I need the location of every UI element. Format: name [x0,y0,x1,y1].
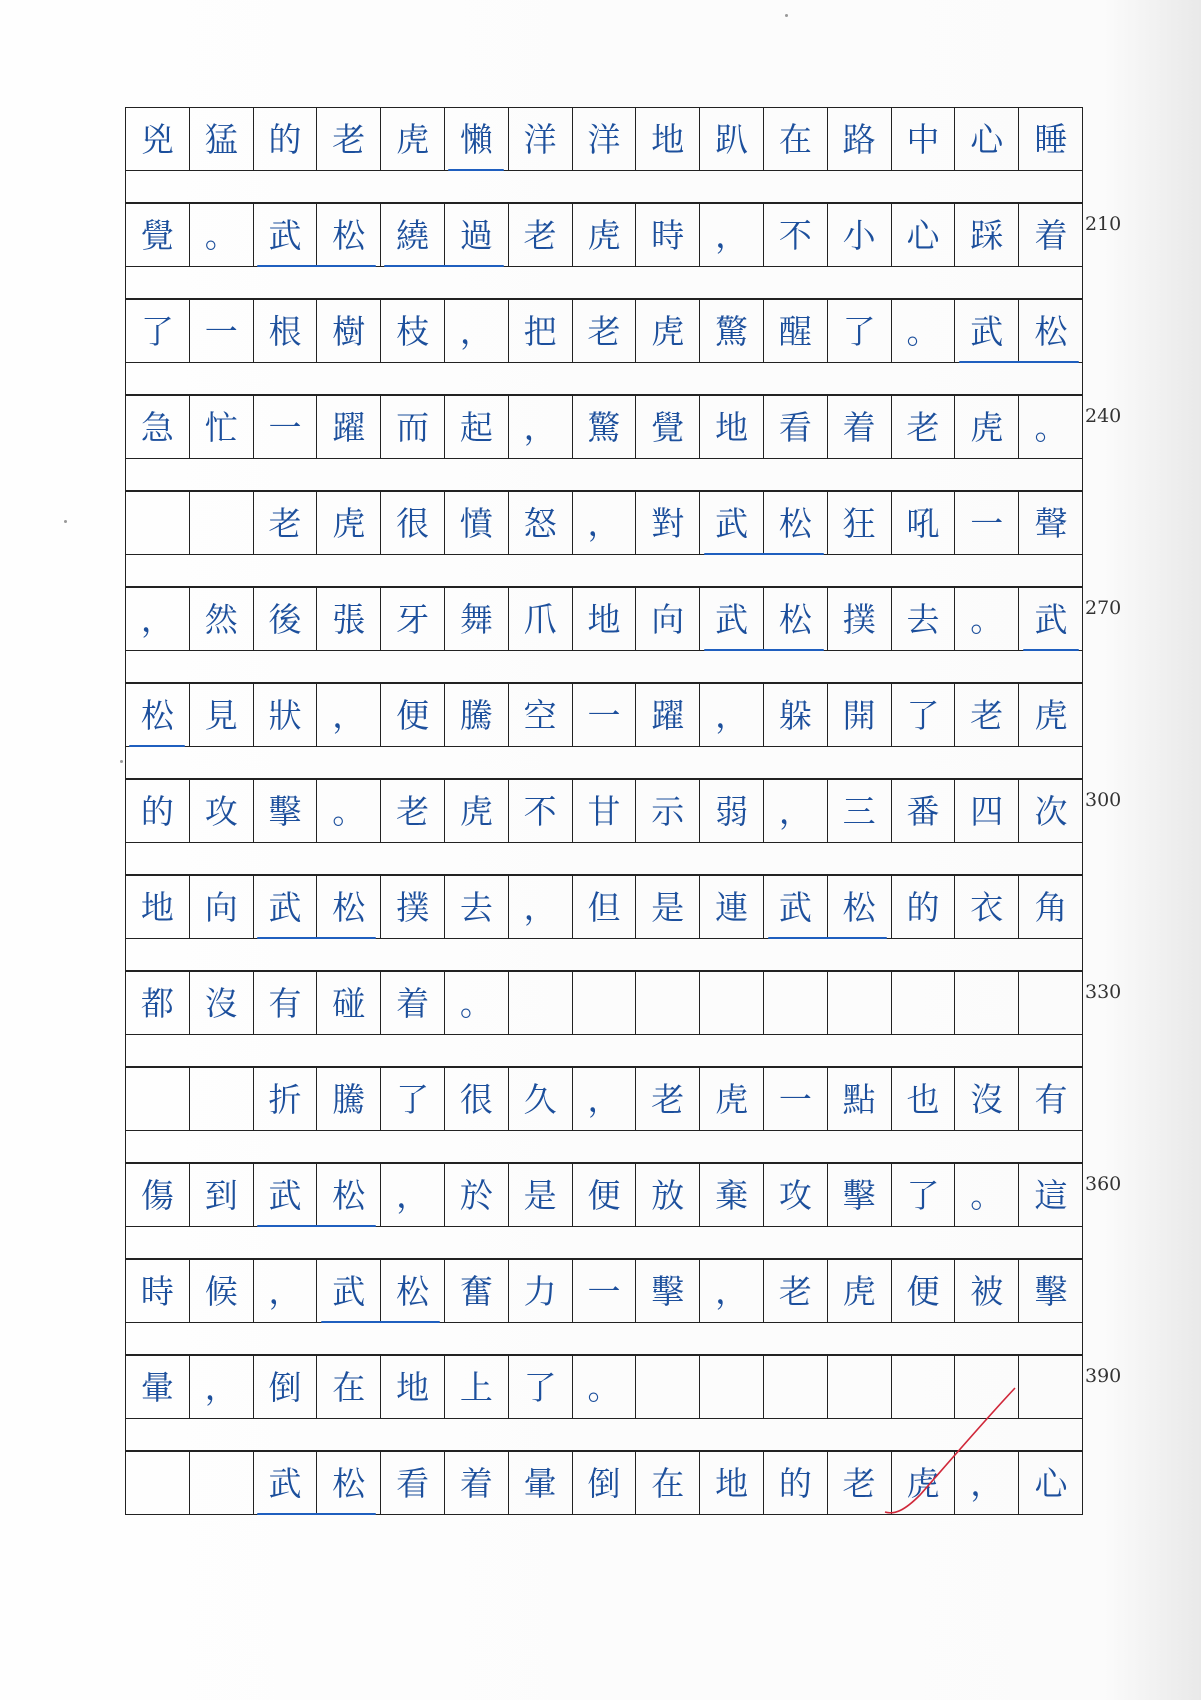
character-band [125,1355,1083,1419]
character-cell: ， [254,1260,318,1322]
character-cell: 上 [445,1356,509,1418]
character-cell: 了 [892,1164,956,1226]
character-cell: 擊 [828,1164,892,1226]
character-cell: 碰 [317,972,381,1034]
character-cell: ， [700,1260,764,1322]
paper-speck [64,520,67,523]
character-cell: 把 [509,300,573,362]
character-cell: 路 [828,108,892,170]
character-cell: 示 [636,780,700,842]
character-cell: 看 [764,396,828,458]
character-cell: 踩 [955,204,1019,266]
character-cell: 空 [509,684,573,746]
character-cell: 忙 [190,396,254,458]
character-cell: 。 [955,1164,1019,1226]
character-cell [828,972,892,1034]
character-cell: 點 [828,1068,892,1130]
character-cell: 一 [764,1068,828,1130]
row-spacer [125,1227,1083,1259]
character-band [125,875,1083,939]
character-cell: 一 [573,684,637,746]
character-cell: 松 [381,1260,445,1322]
row-spacer [125,1419,1083,1451]
character-cell: 松 [764,588,828,650]
character-cell: 老 [317,108,381,170]
character-cell: 虎 [317,492,381,554]
character-cell: 攻 [764,1164,828,1226]
character-cell: 武 [764,876,828,938]
character-cell: ， [126,588,190,650]
character-cell: 松 [828,876,892,938]
character-cell: 的 [126,780,190,842]
manuscript-row [125,299,1083,395]
character-cell: 松 [317,204,381,266]
row-spacer [125,555,1083,587]
character-cell: 沒 [190,972,254,1034]
character-cell: 武 [254,1164,318,1226]
character-band [125,491,1083,555]
character-cell: 着 [445,1452,509,1514]
name-underline [129,745,185,747]
character-cell: 武 [700,492,764,554]
name-underline [1023,649,1079,651]
character-cell: 地 [636,108,700,170]
character-cell: 在 [764,108,828,170]
paper-speck [120,760,123,763]
character-cell: 對 [636,492,700,554]
character-cell: 撲 [381,876,445,938]
character-cell: 一 [955,492,1019,554]
character-cell: 攻 [190,780,254,842]
character-cell: 虎 [636,300,700,362]
character-cell: 撲 [828,588,892,650]
character-cell: 角 [1034,887,1068,927]
row-spacer [125,747,1083,779]
character-band [125,779,1083,843]
character-cell [573,972,637,1034]
name-underline [257,265,377,267]
character-cell: ， [509,396,573,458]
name-underline [321,1321,441,1323]
character-cell: 狂 [828,492,892,554]
character-cell: 騰 [317,1068,381,1130]
character-cell: 着 [828,396,892,458]
character-cell: 躲 [764,684,828,746]
character-cell: ， [445,300,509,362]
character-cell: 。 [1034,407,1068,447]
character-cell: 有 [1034,1079,1068,1119]
character-cell: 去 [892,588,956,650]
character-cell: 是 [636,876,700,938]
character-cell: 狀 [254,684,318,746]
manuscript-row [125,587,1083,683]
name-underline [959,361,1079,363]
character-cell: 傷 [126,1164,190,1226]
character-cell: 不 [509,780,573,842]
character-count-label: 360 [1085,1173,1122,1195]
character-cell: 老 [509,204,573,266]
character-cell: 武 [1034,599,1068,639]
character-cell: 躍 [317,396,381,458]
character-band [125,971,1083,1035]
character-cell: 牙 [381,588,445,650]
manuscript-row [125,1451,1083,1547]
character-cell [1019,1356,1083,1418]
character-cell: 懶 [445,108,509,170]
character-cell: 了 [126,300,190,362]
character-cell: 松 [317,876,381,938]
character-cell: 而 [381,396,445,458]
character-cell: 張 [317,588,381,650]
character-cell: 不 [764,204,828,266]
character-cell: 四 [955,780,1019,842]
character-cell: 奮 [445,1260,509,1322]
character-cell: 躍 [636,684,700,746]
character-cell [700,972,764,1034]
row-spacer [125,267,1083,299]
row-spacer [125,1035,1083,1067]
character-cell: 但 [573,876,637,938]
character-band [125,683,1083,747]
character-cell: 松 [764,492,828,554]
character-cell [190,1068,254,1130]
character-cell [892,972,956,1034]
character-cell: 地 [700,396,764,458]
character-cell: 了 [381,1068,445,1130]
character-cell: 趴 [700,108,764,170]
character-cell: 。 [955,588,1019,650]
character-cell [700,1356,764,1418]
character-cell: 一 [190,300,254,362]
name-underline [448,169,504,171]
character-cell: 老 [828,1452,892,1514]
character-cell: 暈 [126,1356,190,1418]
character-band [125,587,1083,651]
manuscript-row [125,491,1083,587]
character-cell: 舞 [445,588,509,650]
character-cell: 中 [892,108,956,170]
character-cell [190,492,254,554]
character-cell: 棄 [700,1164,764,1226]
character-cell: 爪 [509,588,573,650]
character-band [125,107,1083,171]
character-cell: 連 [700,876,764,938]
name-underline [704,649,824,651]
name-underline [257,1225,377,1227]
name-underline [768,937,888,939]
character-cell: 虎 [445,780,509,842]
character-cell: 聲 [1034,503,1068,543]
character-cell: 有 [254,972,318,1034]
character-count-label: 210 [1085,213,1122,235]
character-band [125,299,1083,363]
character-cell: 便 [573,1164,637,1226]
character-band [125,1163,1083,1227]
character-cell: 着 [381,972,445,1034]
character-cell: 驚 [700,300,764,362]
character-cell: ， [317,684,381,746]
character-cell: 折 [254,1068,318,1130]
character-cell: ， [573,1068,637,1130]
character-cell: 。 [445,972,509,1034]
character-cell: 地 [573,588,637,650]
character-band [125,1451,1083,1515]
character-cell [764,972,828,1034]
manuscript-row [125,971,1083,1067]
manuscript-row [125,779,1083,875]
character-cell: 一 [573,1260,637,1322]
name-underline [384,265,504,267]
character-count-label: 330 [1085,981,1122,1003]
character-cell: 虎 [573,204,637,266]
character-cell: 急 [126,396,190,458]
character-cell: ， [700,684,764,746]
character-cell: ， [700,204,764,266]
character-cell: 驚 [573,396,637,458]
character-cell: 松 [126,684,190,746]
character-cell: ， [573,492,637,554]
character-cell [126,492,190,554]
character-cell [892,1356,956,1418]
character-cell: 武 [317,1260,381,1322]
manuscript-row [125,395,1083,491]
manuscript-row [125,875,1083,971]
character-cell: 武 [254,876,318,938]
character-cell: 老 [254,492,318,554]
character-cell: 。 [317,780,381,842]
character-cell: 松 [317,1164,381,1226]
row-spacer [125,843,1083,875]
character-cell: 虎 [381,108,445,170]
character-cell: 醒 [764,300,828,362]
manuscript-row [125,1259,1083,1355]
character-cell: 於 [445,1164,509,1226]
character-cell: 地 [381,1356,445,1418]
character-cell: 虎 [828,1260,892,1322]
row-spacer [125,363,1083,395]
character-cell: 心 [1034,1463,1068,1503]
character-cell: 候 [190,1260,254,1322]
character-cell: 武 [254,204,318,266]
character-cell: 也 [892,1068,956,1130]
character-cell: 擊 [1034,1271,1068,1311]
character-cell: 洋 [509,108,573,170]
character-cell: 次 [1034,791,1068,831]
manuscript-row [125,203,1083,299]
character-cell: 放 [636,1164,700,1226]
character-cell: 在 [636,1452,700,1514]
character-band [125,1259,1083,1323]
character-cell: 覺 [126,204,190,266]
row-spacer [125,939,1083,971]
character-cell: 武 [700,588,764,650]
name-underline [257,1513,377,1515]
character-cell [126,1068,190,1130]
character-cell: 的 [254,108,318,170]
character-cell: 兇 [126,108,190,170]
character-cell: 的 [892,876,956,938]
manuscript-row [125,1067,1083,1163]
character-cell: 虎 [892,1452,956,1514]
character-cell: 猛 [190,108,254,170]
character-cell: 便 [892,1260,956,1322]
character-cell: 着 [1034,215,1068,255]
character-cell: 。 [190,204,254,266]
character-cell: 老 [892,396,956,458]
character-band [125,203,1083,267]
character-cell [636,972,700,1034]
character-cell [190,1452,254,1514]
character-cell: 了 [892,684,956,746]
character-count-label: 270 [1085,597,1122,619]
character-cell: 衣 [955,876,1019,938]
character-cell: 去 [445,876,509,938]
manuscript-row [125,1355,1083,1451]
character-cell: 後 [254,588,318,650]
row-spacer [125,1131,1083,1163]
character-cell: 然 [190,588,254,650]
character-cell: 地 [700,1452,764,1514]
character-band [125,395,1083,459]
character-cell: 時 [126,1260,190,1322]
character-cell: 。 [892,300,956,362]
character-cell: 老 [955,684,1019,746]
character-cell: 洋 [573,108,637,170]
character-cell: 便 [381,684,445,746]
character-cell: 一 [254,396,318,458]
character-cell: 到 [190,1164,254,1226]
character-cell: 起 [445,396,509,458]
character-cell: 小 [828,204,892,266]
row-spacer [125,1323,1083,1355]
character-cell: ， [509,876,573,938]
character-cell: 久 [509,1068,573,1130]
character-cell: 都 [126,972,190,1034]
character-cell: 睡 [1034,119,1068,159]
character-cell: 倒 [254,1356,318,1418]
paper-speck [785,14,788,17]
character-cell: 枝 [381,300,445,362]
character-cell [636,1356,700,1418]
character-cell: 見 [190,684,254,746]
character-cell: 吼 [892,492,956,554]
character-cell [828,1356,892,1418]
character-cell: 弱 [700,780,764,842]
character-cell: 虎 [1034,695,1068,735]
character-cell: 番 [892,780,956,842]
row-spacer [125,459,1083,491]
character-cell: 。 [573,1356,637,1418]
character-cell: 擊 [636,1260,700,1322]
character-cell: 是 [509,1164,573,1226]
character-cell [126,1452,190,1514]
character-cell: 松 [1034,311,1068,351]
character-cell: 甘 [573,780,637,842]
character-cell: 老 [573,300,637,362]
manuscript-grid [125,107,1083,1547]
character-cell: ， [190,1356,254,1418]
character-cell: 虎 [700,1068,764,1130]
character-cell: 開 [828,684,892,746]
character-cell: 地 [126,876,190,938]
character-cell: 覺 [636,396,700,458]
character-cell: ， [381,1164,445,1226]
name-underline [257,937,377,939]
character-cell: 向 [190,876,254,938]
manuscript-row [125,1163,1083,1259]
character-cell: 樹 [317,300,381,362]
character-cell: 憤 [445,492,509,554]
character-cell: 倒 [573,1452,637,1514]
character-cell: 了 [828,300,892,362]
character-cell [764,1356,828,1418]
character-cell: 老 [381,780,445,842]
character-cell: 暈 [509,1452,573,1514]
character-cell: 心 [892,204,956,266]
character-cell: 虎 [955,396,1019,458]
character-cell: 了 [509,1356,573,1418]
character-cell: 繞 [381,204,445,266]
character-cell: ， [764,780,828,842]
character-cell: 沒 [955,1068,1019,1130]
character-cell: 很 [445,1068,509,1130]
character-band [125,1067,1083,1131]
character-cell: 力 [509,1260,573,1322]
character-cell: 騰 [445,684,509,746]
character-cell: 時 [636,204,700,266]
character-cell: 怒 [509,492,573,554]
character-cell: 這 [1034,1175,1068,1215]
character-cell: 過 [445,204,509,266]
character-cell: 松 [317,1452,381,1514]
character-cell: 老 [636,1068,700,1130]
character-cell: 看 [381,1452,445,1514]
character-cell: 被 [955,1260,1019,1322]
manuscript-row [125,683,1083,779]
character-count-label: 240 [1085,405,1122,427]
name-underline [704,553,824,555]
row-spacer [125,171,1083,203]
character-cell: 擊 [254,780,318,842]
character-cell: 在 [317,1356,381,1418]
character-cell: 老 [764,1260,828,1322]
character-count-label: 300 [1085,789,1122,811]
character-cell: 三 [828,780,892,842]
character-cell: 很 [381,492,445,554]
character-cell [955,972,1019,1034]
row-spacer [125,651,1083,683]
character-cell: 的 [764,1452,828,1514]
character-cell [1019,972,1083,1034]
manuscript-row [125,107,1083,203]
character-cell: 武 [955,300,1019,362]
character-cell: 武 [254,1452,318,1514]
character-cell: 心 [955,108,1019,170]
character-cell [509,972,573,1034]
character-cell: 向 [636,588,700,650]
character-cell: ， [955,1452,1019,1514]
character-cell: 根 [254,300,318,362]
character-cell [955,1356,1019,1418]
character-count-label: 390 [1085,1365,1122,1387]
